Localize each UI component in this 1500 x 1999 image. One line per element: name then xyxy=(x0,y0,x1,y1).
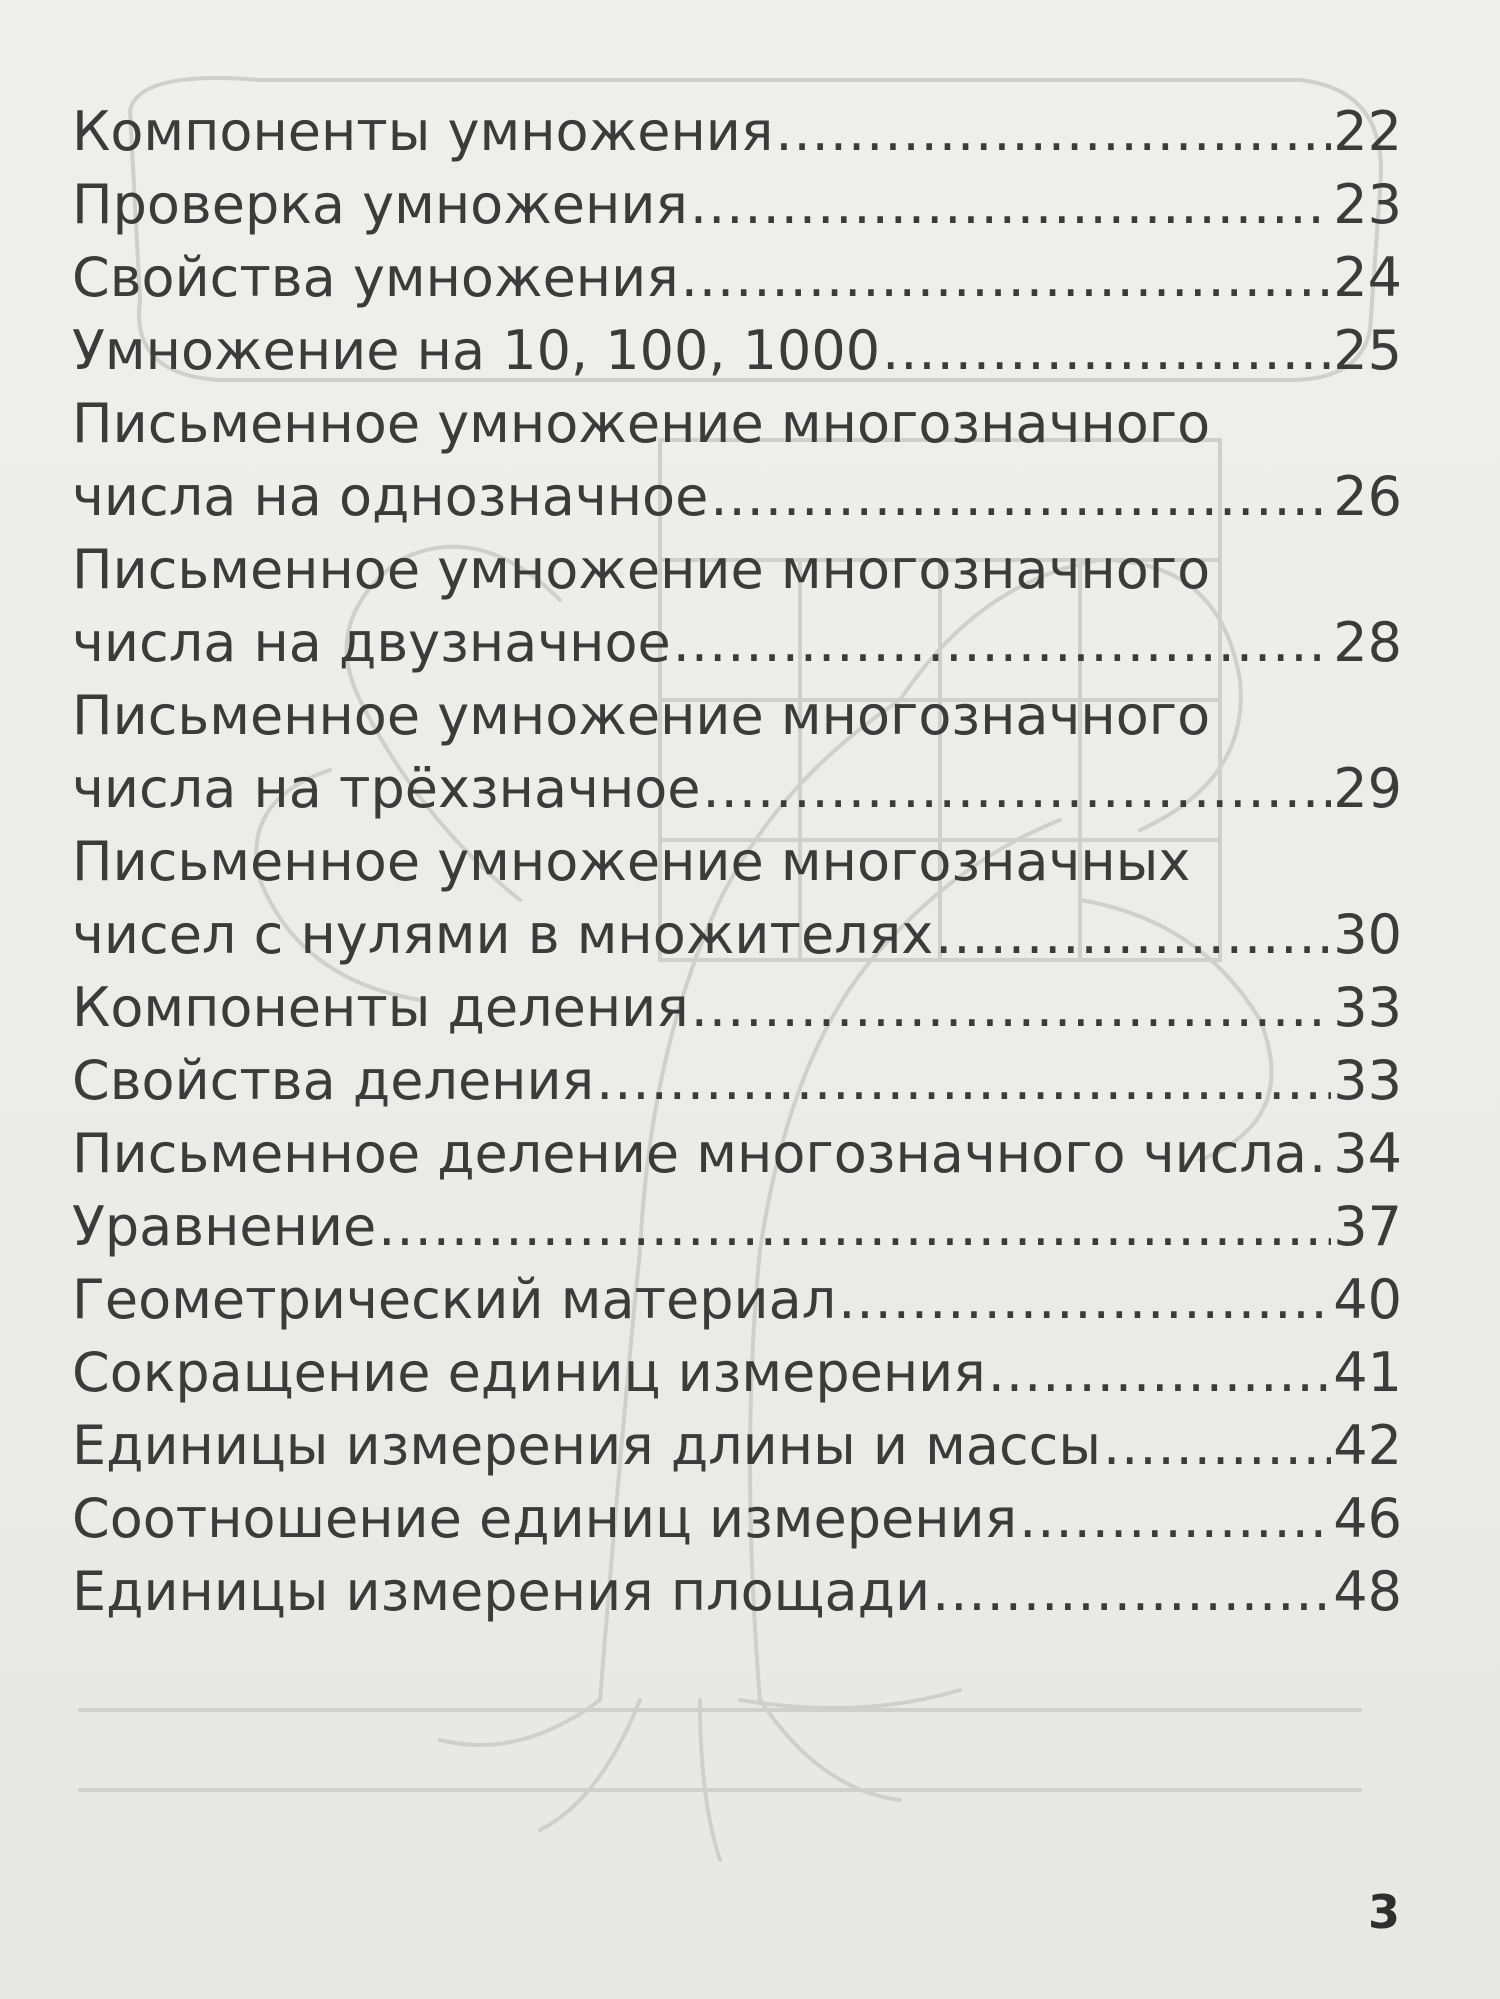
toc-entry-title: Проверка умножения xyxy=(72,173,688,236)
toc-leader-dots xyxy=(1103,1409,1331,1482)
toc-entry[interactable] xyxy=(72,606,1402,679)
toc-leader-dots xyxy=(690,168,1331,241)
toc-entry-title: Свойства умножения xyxy=(72,246,679,309)
toc-entry-title: Свойства деления xyxy=(72,1049,595,1112)
toc-leader-dots xyxy=(932,1555,1331,1628)
toc-entry-page: 34 xyxy=(1333,1122,1402,1185)
toc-entry-title: Соотношение единиц измерения xyxy=(72,1487,1018,1550)
toc-entry-page: 24 xyxy=(1333,246,1402,309)
table-of-contents xyxy=(72,95,1402,1628)
toc-entry-title: Геометрический материал xyxy=(72,1268,837,1331)
toc-entry[interactable] xyxy=(72,898,1402,971)
toc-leader-dots xyxy=(681,241,1332,314)
toc-entry-title: Умножение на 10, 100, 1000 xyxy=(72,319,881,382)
toc-entry[interactable] xyxy=(72,168,1402,241)
toc-entry-title-continued: чисел с нулями в множителях xyxy=(72,903,934,966)
toc-entry-page: 46 xyxy=(1333,1487,1402,1550)
toc-entry[interactable] xyxy=(72,1336,1402,1409)
toc-entry[interactable] xyxy=(72,1044,1402,1117)
toc-entry-page: 40 xyxy=(1333,1268,1402,1331)
toc-entry-page: 41 xyxy=(1333,1341,1402,1404)
toc-leader-dots xyxy=(775,95,1331,168)
toc-entry-page: 48 xyxy=(1333,1560,1402,1623)
toc-entry-page: 22 xyxy=(1333,100,1402,163)
toc-entry[interactable] xyxy=(72,95,1402,168)
toc-entry-title: Письменное умножение многозначного xyxy=(72,684,1211,747)
toc-entry-title: Письменное умножение многозначных xyxy=(72,830,1191,893)
toc-entry-page: 28 xyxy=(1333,611,1402,674)
toc-entry-title: Компоненты умножения xyxy=(72,100,774,163)
toc-entry-page: 37 xyxy=(1333,1195,1402,1258)
toc-entry-title: Единицы измерения площади xyxy=(72,1560,931,1623)
toc-entry[interactable] xyxy=(72,1555,1402,1628)
toc-leader-dots xyxy=(838,1263,1331,1336)
toc-entry[interactable] xyxy=(72,752,1402,825)
toc-entry-title: Письменное умножение многозначного xyxy=(72,392,1211,455)
toc-leader-dots xyxy=(988,1336,1332,1409)
toc-entry-title: Письменное умножение многозначного xyxy=(72,538,1211,601)
toc-entry-page: 26 xyxy=(1333,465,1402,528)
toc-entry[interactable] xyxy=(72,1409,1402,1482)
toc-entry-title: Компоненты деления xyxy=(72,976,689,1039)
toc-entry-title: Сокращение единиц измерения xyxy=(72,1341,986,1404)
toc-leader-dots xyxy=(935,898,1331,971)
toc-leader-dots xyxy=(378,1190,1331,1263)
toc-entry-first-line[interactable] xyxy=(72,825,1402,898)
toc-leader-dots xyxy=(596,1044,1331,1117)
toc-leader-dots xyxy=(710,460,1331,533)
toc-entry-title-continued: числа на двузначное xyxy=(72,611,671,674)
toc-entry-page: 42 xyxy=(1333,1414,1402,1477)
toc-entry[interactable] xyxy=(72,1190,1402,1263)
toc-leader-dots xyxy=(1309,1117,1331,1190)
toc-entry[interactable] xyxy=(72,1117,1402,1190)
toc-entry-title: Письменное деление многозначного числа xyxy=(72,1122,1308,1185)
toc-entry-page: 33 xyxy=(1333,976,1402,1039)
toc-entry[interactable] xyxy=(72,971,1402,1044)
toc-entry[interactable] xyxy=(72,1482,1402,1555)
toc-entry[interactable] xyxy=(72,460,1402,533)
toc-entry-first-line[interactable] xyxy=(72,679,1402,752)
toc-leader-dots xyxy=(673,606,1332,679)
toc-leader-dots xyxy=(703,752,1332,825)
toc-entry-title: Уравнение xyxy=(72,1195,377,1258)
toc-entry-page: 23 xyxy=(1333,173,1402,236)
toc-entry-first-line[interactable] xyxy=(72,387,1402,460)
toc-leader-dots xyxy=(1019,1482,1331,1555)
page-number: 3 xyxy=(1367,1885,1400,1939)
toc-leader-dots xyxy=(691,971,1332,1044)
toc-entry-page: 29 xyxy=(1333,757,1402,820)
toc-leader-dots xyxy=(882,314,1331,387)
toc-entry[interactable] xyxy=(72,241,1402,314)
toc-entry[interactable] xyxy=(72,314,1402,387)
toc-entry-page: 25 xyxy=(1333,319,1402,382)
toc-entry-title-continued: числа на однозначное xyxy=(72,465,709,528)
toc-entry-page: 33 xyxy=(1333,1049,1402,1112)
toc-entry-page: 30 xyxy=(1333,903,1402,966)
toc-entry-first-line[interactable] xyxy=(72,533,1402,606)
toc-entry-title-continued: числа на трёхзначное xyxy=(72,757,701,820)
toc-entry-title: Единицы измерения длины и массы xyxy=(72,1414,1101,1477)
toc-entry[interactable] xyxy=(72,1263,1402,1336)
